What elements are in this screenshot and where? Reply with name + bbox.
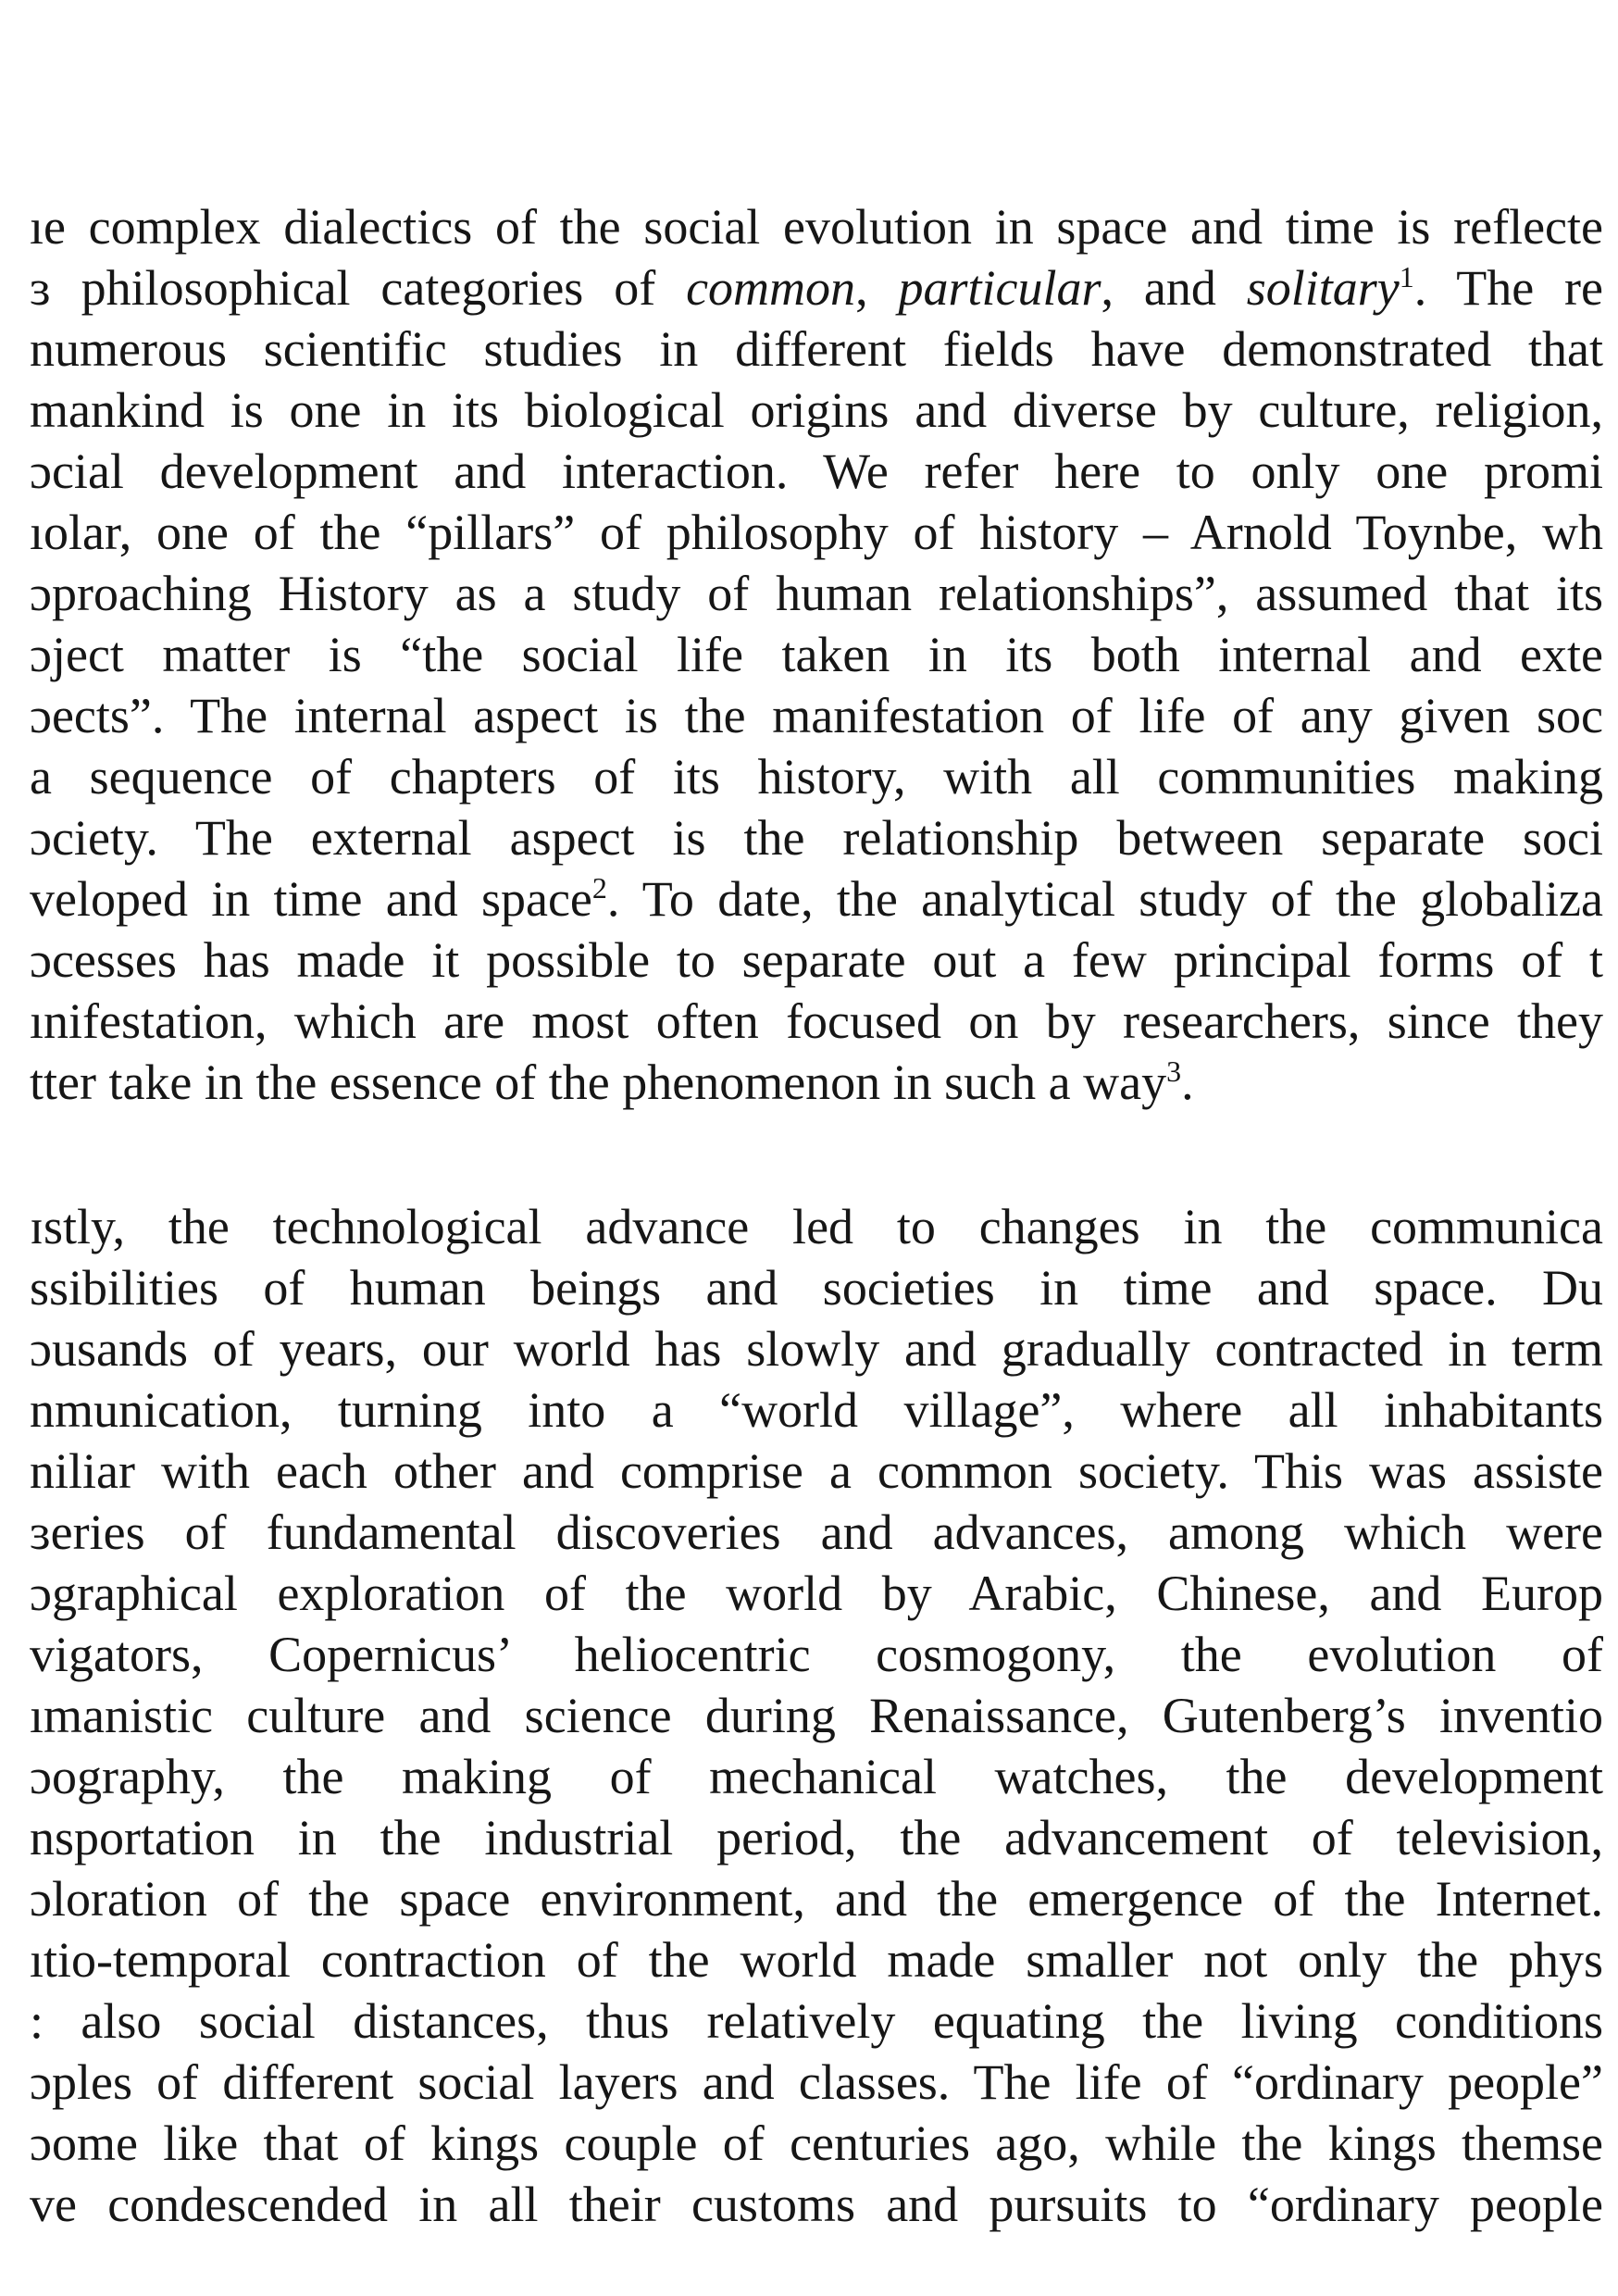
- text-line: ıe complex dialectics of the social evolution in space and time is reflecte: [30, 199, 1603, 255]
- text-line: ıtio-temporal contraction of the world made smaller not only the phys: [30, 1932, 1603, 1988]
- text-line: ɔcial development and interaction. We refer here to only one promi: [30, 443, 1603, 499]
- text-line: ɔciety. The external aspect is the relationship between separate soci: [30, 810, 1603, 866]
- text-line: ɔects”. The internal aspect is the manifestation of life of any given soc: [30, 688, 1603, 743]
- text-line: veloped in time and space$^2$. To date, the analytical study of the globaliza: [30, 871, 1603, 927]
- text-line: ɜeries of fundamental discoveries and advances, among which were: [30, 1504, 1603, 1560]
- text-line: nmunication, turning into a “world village”, where all inhabitants: [30, 1382, 1603, 1438]
- text-line: ɜ philosophical categories of common, particular, and solitary$^1$. The re: [30, 260, 1604, 316]
- text-line: mankind is one in its biological origins and diverse by culture, religion,: [30, 382, 1603, 438]
- text-line: ve condescended in all their customs and pursuits to “ordinary people: [30, 2177, 1603, 2232]
- text-line: ɔography, the making of mechanical watches, the development: [30, 1749, 1603, 1804]
- text-line: numerous scientific studies in different fields have demonstrated that: [30, 321, 1603, 377]
- text-line: ıolar, one of the “pillars” of philosophy of history – Arnold Toynbe, wh: [30, 505, 1603, 560]
- text-line: ɔusands of years, our world has slowly and gradually contracted in term: [30, 1321, 1603, 1377]
- text-line: niliar with each other and comprise a common society. This was assiste: [30, 1443, 1603, 1499]
- text-line: ɔome like that of kings couple of centuries ago, while the kings themse: [30, 2115, 1603, 2171]
- text-line: ɔject matter is “the social life taken in its both internal and exte: [30, 627, 1603, 682]
- text-line: vigators, Copernicus’ heliocentric cosmogony, the evolution of: [30, 1627, 1603, 1682]
- text-line: ɔproaching History as a study of human relationships”, assumed that its: [30, 566, 1603, 621]
- text-line: ınifestation, which are most often focused on by researchers, since they: [30, 993, 1603, 1049]
- text-line: ɔples of different social layers and classes. The life of “ordinary people”: [30, 2054, 1603, 2110]
- text-line: tter take in the essence of the phenomenon in such a way$^3$.: [30, 1054, 1194, 1110]
- text-line: ssibilities of human beings and societies in time and space. Du: [30, 1260, 1603, 1316]
- text-line: ɪstly, the technological advance led to changes in the communica: [30, 1199, 1603, 1254]
- text-line: ɔcesses has made it possible to separate out a few principal forms of t: [30, 932, 1603, 988]
- text-line: a sequence of chapters of its history, with all communities making: [30, 749, 1603, 805]
- text-line: ımanistic culture and science during Renaissance, Gutenberg’s inventio: [30, 1688, 1603, 1743]
- text-line: : also social distances, thus relatively equating the living conditions: [30, 1993, 1603, 2049]
- text-line: nsportation in the industrial period, the advancement of television,: [30, 1810, 1603, 1866]
- text-line: ɔgraphical exploration of the world by Arabic, Chinese, and Europ: [30, 1566, 1603, 1621]
- text-line: ɔloration of the space environment, and the emergence of the Internet.: [30, 1871, 1603, 1927]
